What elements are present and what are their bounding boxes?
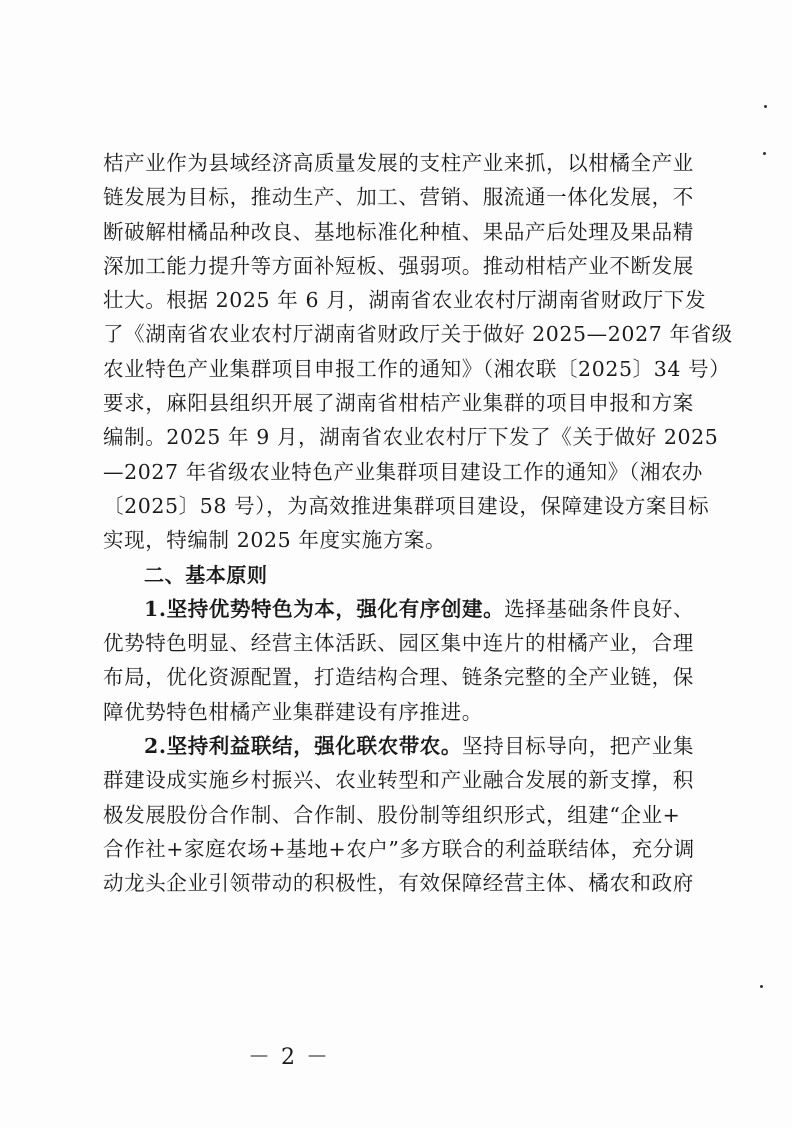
paragraph-line: 障优势特色柑橘产业集群建设有序推进。 [103,699,483,724]
paragraph-line: 农业特色产业集群项目申报工作的通知》（湘农联〔2025〕34 号） [103,356,731,381]
paragraph-line: 深加工能力提升等方面补短板、强弱项。推动柑桔产业不断发展 [103,253,694,278]
paragraph-line: 链发展为目标，推动生产、加工、营销、服流通一体化发展，不 [103,185,694,210]
paragraph-line: 了《湖南省农业农村厅湖南省财政厅关于做好 2025—2027 年省级 [103,322,733,347]
paragraph-line: 合作社+家庭农场+基地+农户”多方联合的利益联结体，充分调 [103,836,695,861]
scan-speck [760,985,763,988]
scan-speck [763,152,766,155]
principle-1-title: 1.坚持优势特色为本，强化有序创建。 [144,596,505,621]
paragraph-line: 要求，麻阳县组织开展了湖南省柑桔产业集群的项目申报和方案 [103,391,694,416]
paragraph-line: 极发展股份合作制、合作制、股份制等组织形式，组建“企业+ [103,802,681,827]
paragraph-line: 编制。2025 年 9 月，湖南省农业农村厅下发了《关于做好 2025 [103,425,719,450]
principle-1-text: 选择基础条件良好、 [504,596,695,621]
section-heading: 二、基本原则 [144,562,268,587]
principle-1-first-line [103,592,698,626]
paragraph-line: 桔产业作为县域经济高质量发展的支柱产业来抓，以柑橘全产业 [103,151,694,175]
principle-2-text: 坚持目标导向，把产业集 [462,734,695,759]
page-number: － 2 － [248,1045,330,1070]
paragraph-line: 优势特色明显、经营主体活跃、园区集中连片的柑橘产业，合理 [103,631,694,656]
principle-2-first-line [103,729,698,763]
paragraph-line: 动龙头企业引领带动的积极性，有效保障经营主体、橘农和政府 [103,871,694,896]
principle-2-title: 2.坚持利益联结，强化联农带农。 [144,734,462,759]
paragraph-line: 布局，优化资源配置，打造结构合理、链条完整的全产业链，保 [103,665,694,690]
paragraph-line: 壮大。根据 2025 年 6 月，湖南省农业农村厅湖南省财政厅下发 [103,288,707,313]
paragraph-line: 断破解柑橘品种改良、基地标准化种植、果品产后处理及果品精 [103,219,694,244]
paragraph-line: 群建设成实施乡村振兴、农业转型和产业融合发展的新支撑，积 [103,768,694,793]
scan-speck [764,105,767,108]
paragraph-line: —2027 年省级农业特色产业集群项目建设工作的通知》（湘农办 [103,459,704,484]
paragraph-line: 实现，特编制 2025 年度实施方案。 [103,528,447,553]
paragraph-line: 〔2025〕58 号），为高效推进集群项目建设，保障建设方案目标 [103,493,710,518]
body-text [103,146,733,901]
